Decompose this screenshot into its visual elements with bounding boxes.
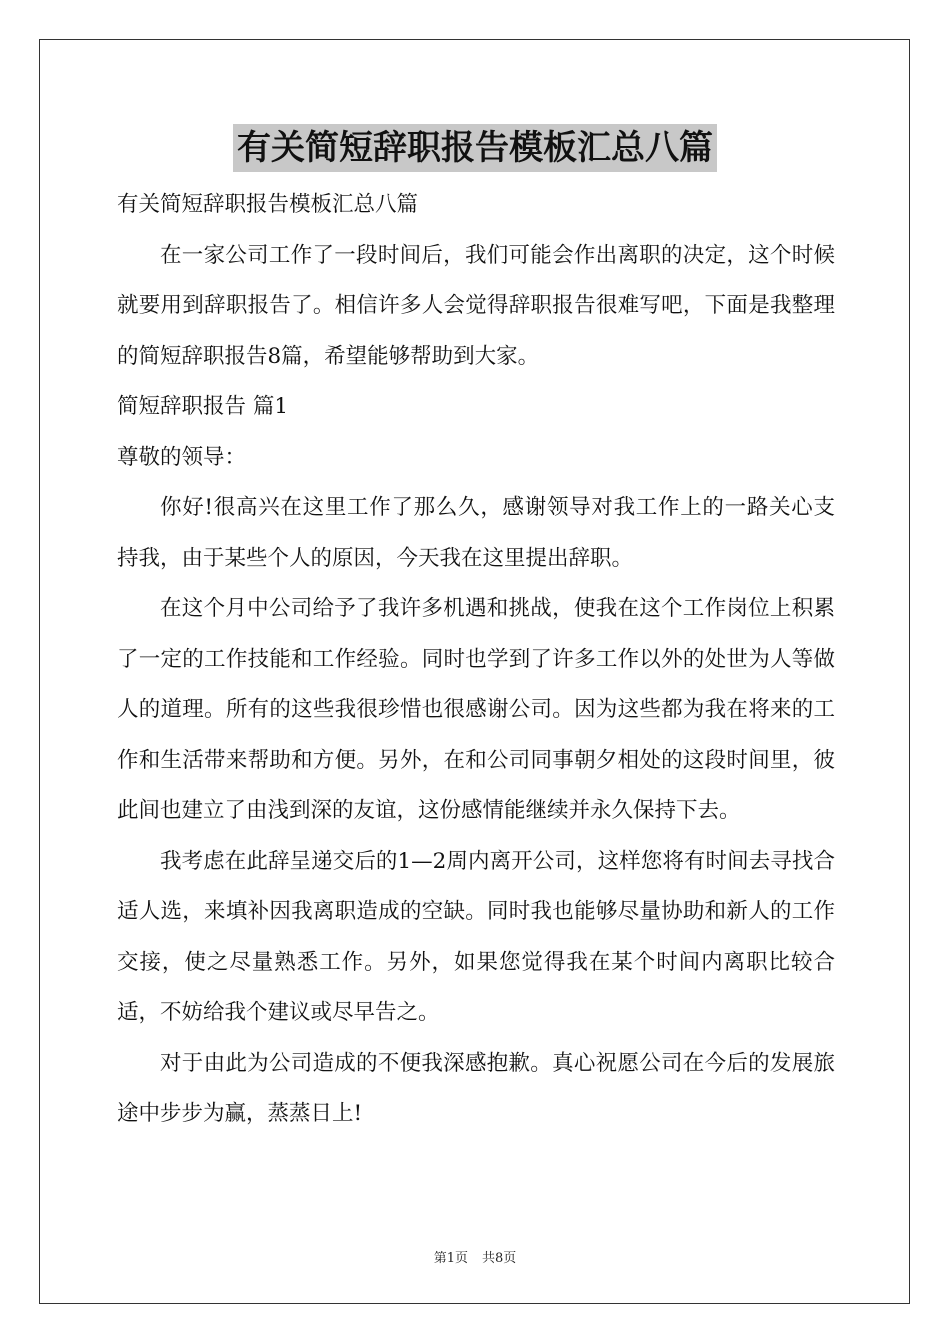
paragraph: 在这个月中公司给予了我许多机遇和挑战，使我在这个工作岗位上积累了一定的工作技能和工作经验。同时也学到了许多工作以外的处世为人等做人的道理。所有的这些我很珍惜也很感谢公司。因为这些都为我在将来的工作和生活带来帮助和方便。另外，在和公司同事朝夕相处的这段时间里，彼此间也建立了由浅到深的友谊，这份感情能继续并永久保持下去。 [117,596,835,823]
title-container [0,124,950,172]
paragraph: 在一家公司工作了一段时间后，我们可能会作出离职的决定，这个时候就要用到辞职报告了。相信许多人会觉得辞职报告很难写吧，下面是我整理的简短辞职报告8篇，希望能够帮助到大家。 [117,242,835,369]
section-heading: 简短辞职报告 篇1 [117,394,289,419]
paragraph: 我考虑在此辞呈递交后的1—2周内离开公司，这样您将有时间去寻找合适人选，来填补因我离职造成的空缺。同时我也能够尽量协助和新人的工作交接，使之尽量熟悉工作。另外，如果您觉得我在某个时间内离职比较合适，不妨给我个建议或尽早告之。 [117,848,835,1025]
paragraph: 你好!很高兴在这里工作了那么久，感谢领导对我工作上的一路关心支持我，由于某些个人的原因，今天我在这里提出辞职。 [117,495,835,571]
salutation: 尊敬的领导： [117,444,247,470]
page-number: 第1页 [433,1251,468,1266]
page-total: 共8页 [482,1251,517,1266]
document-body [117,180,835,1140]
paragraph: 有关简短辞职报告模板汇总八篇 [117,192,419,217]
paragraph: 对于由此为公司造成的不便我深感抱歉。真心祝愿公司在今后的发展旅途中步步为赢，蒸蒸日上! [117,1050,835,1126]
document-title: 有关简短辞职报告模板汇总八篇 [233,124,717,172]
page-footer [0,1247,950,1266]
